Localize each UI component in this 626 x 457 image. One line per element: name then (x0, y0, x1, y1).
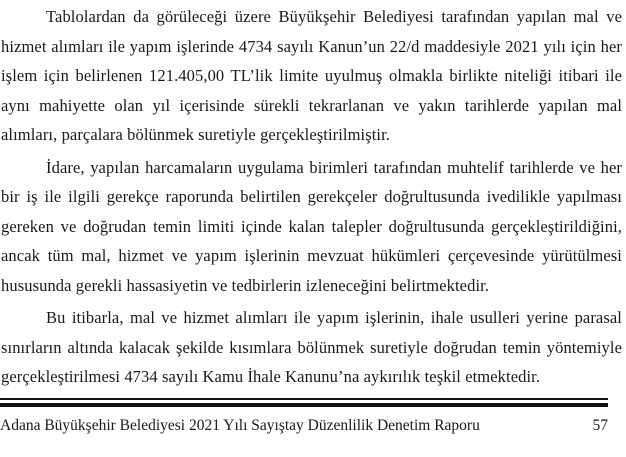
footer-page-number: 57 (592, 417, 608, 434)
report-body-text (1, 2, 622, 395)
footer-divider (0, 398, 608, 407)
footer-report-title: Adana Büyükşehir Belediyesi 2021 Yılı Sayıştay Düzenlilik Denetim Raporu (0, 417, 480, 434)
page-footer (0, 412, 610, 440)
report-paragraph: Bu itibarla, mal ve hizmet alımları ile yapım işlerinin, ihale usulleri yerine parasal sınırların altında kalacak şekilde kısımlara bölünmek suretiyle doğrudan temin yöntemiyle gerçekleştirilmesi 4734 sayılı Kamu İhale Kanunu’na aykırılık teşkil etmektedir. (1, 308, 622, 386)
report-paragraph: İdare, yapılan harcamaların uygulama birimleri tarafından muhtelif tarihlerde ve her bir iş ile ilgili gerekçe raporunda belirtilen gerekçeler doğrultusunda ivedilikle yapılması gereken ve doğrudan temin limiti içinde kalan talepler doğrultusunda gerçekleştirildiğini, ancak tüm mal, hizmet ve yapım işlerinin mevzuat hükümleri çerçevesinde yürütülmesi hususunda gerekli hassasiyetin ve tedbirlerin izleneceğini belirtmektedir. (1, 157, 622, 295)
report-paragraph: Tablolardan da görüleceği üzere Büyükşehir Belediyesi tarafından yapılan mal ve hizmet alımları ile yapım işlerinde 4734 sayılı Kanun’un 22/d maddesiyle 2021 yılı için her işlem için belirlenen 121.405,00 TL’lik limite uyulmuş olmakla birlikte niteliği itibari ile aynı mahiyette olan yıl içerisinde sürekli tekrarlanan ve yakın tarihlerde yapılan mal alımları, parçalara bölünmek suretiyle gerçekleştirilmiştir. (1, 7, 622, 144)
footer-divider-thick-line (0, 403, 608, 407)
